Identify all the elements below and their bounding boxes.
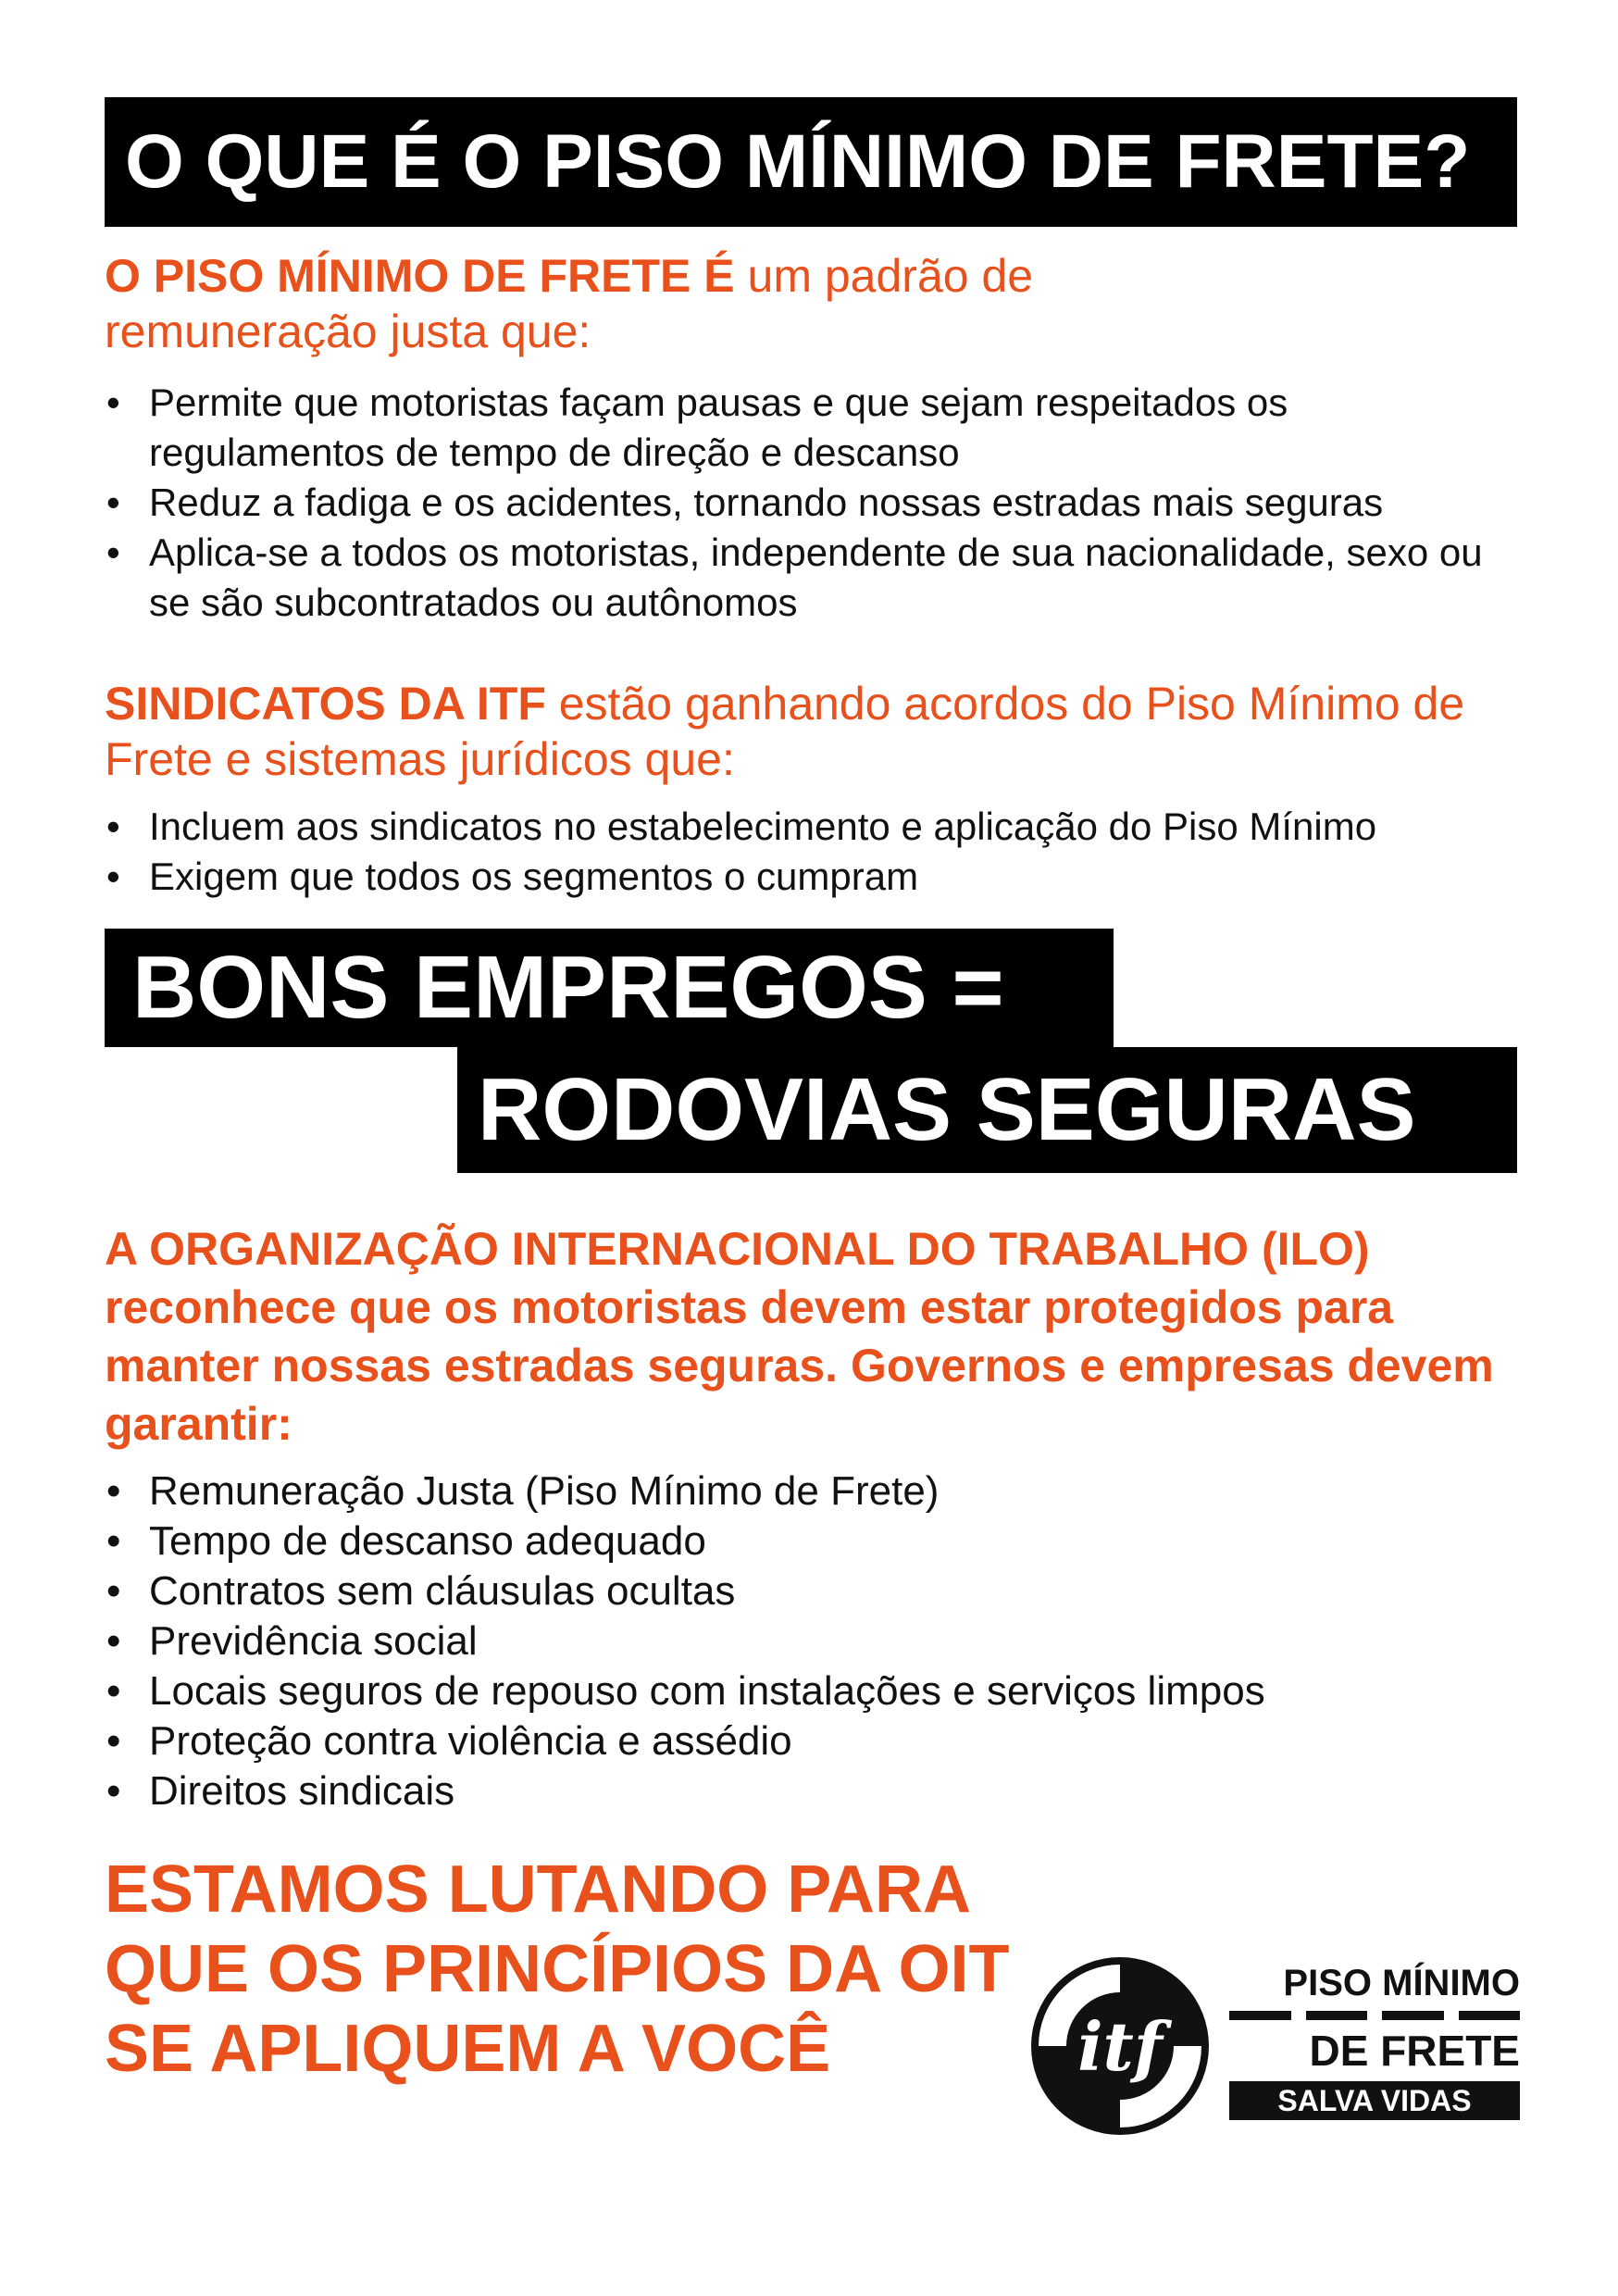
section-3-bullet-list (105, 1466, 1549, 1816)
section-3-heading-lead: A ORGANIZAÇÃO INTERNACIONAL DO TRABALHO (ILO) (105, 1223, 1370, 1275)
list-item: • Proteção contra violência e assédio (105, 1716, 1549, 1766)
brand-badge: SALVA VIDAS (1229, 2081, 1520, 2120)
page-title: O QUE É O PISO MÍNIMO DE FRETE? (105, 97, 1517, 227)
brand-lockup (1027, 1935, 1527, 2157)
section-1-heading-lead: O PISO MÍNIMO DE FRETE É (105, 250, 735, 302)
closing-statement: ESTAMOS LUTANDO PARA QUE OS PRINCÍPIOS DA OIT SE APLIQUEM A VOCÊ (105, 1853, 1010, 2086)
list-item: • Exigem que todos os segmentos o cumpram (105, 852, 1549, 902)
itf-logo-text: itf (1077, 2007, 1163, 2086)
brand-line-2: DE FRETE (1309, 2027, 1520, 2075)
brand-wordmark (1229, 1963, 1520, 2120)
section-3-heading (105, 1220, 1521, 1454)
section-1-heading (105, 248, 1308, 359)
list-item: • Permite que motoristas façam pausas e que sejam respeitados os regulamentos de tempo de direção e descanso (105, 378, 1502, 478)
list-item: • Previdência social (105, 1616, 1549, 1666)
slogan-line-2: RODOVIAS SEGURAS (457, 1047, 1517, 1173)
list-item: • Contratos sem cláusulas ocultas (105, 1566, 1549, 1616)
list-item: • Tempo de descanso adequado (105, 1516, 1549, 1566)
section-2-heading (105, 676, 1493, 787)
section-1-heading-rest: um padrão de remuneração justa que: (105, 250, 1034, 357)
slogan-line-1: BONS EMPREGOS = (105, 929, 1114, 1047)
itf-logo-icon (1027, 1953, 1213, 2139)
section-2-heading-lead: SINDICATOS DA ITF (105, 678, 546, 730)
list-item: • Remuneração Justa (Piso Mínimo de Frete) (105, 1466, 1549, 1516)
list-item: • Reduz a fadiga e os acidentes, tornando nossas estradas mais seguras (105, 478, 1502, 528)
brand-line-1: PISO MÍNIMO (1283, 1963, 1520, 2003)
list-item: • Incluem aos sindicatos no estabelecimento e aplicação do Piso Mínimo (105, 802, 1549, 852)
list-item: • Aplica-se a todos os motoristas, independente de sua nacionalidade, sexo ou se são subcontratados ou autônomos (105, 528, 1502, 628)
section-2-heading-rest: estão ganhando acordos do Piso Mínimo de Frete e sistemas jurídicos que: (105, 678, 1465, 785)
list-item: • Direitos sindicais (105, 1766, 1549, 1816)
section-1-bullet-list (105, 378, 1502, 628)
brand-divider (1229, 2011, 1520, 2020)
section-3-heading-rest: reconhece que os motoristas devem estar protegidos para manter nossas estradas seguras. Governos e empresas devem garantir: (105, 1281, 1494, 1450)
section-2-bullet-list (105, 802, 1549, 902)
list-item: • Locais seguros de repouso com instalações e serviços limpos (105, 1666, 1549, 1716)
